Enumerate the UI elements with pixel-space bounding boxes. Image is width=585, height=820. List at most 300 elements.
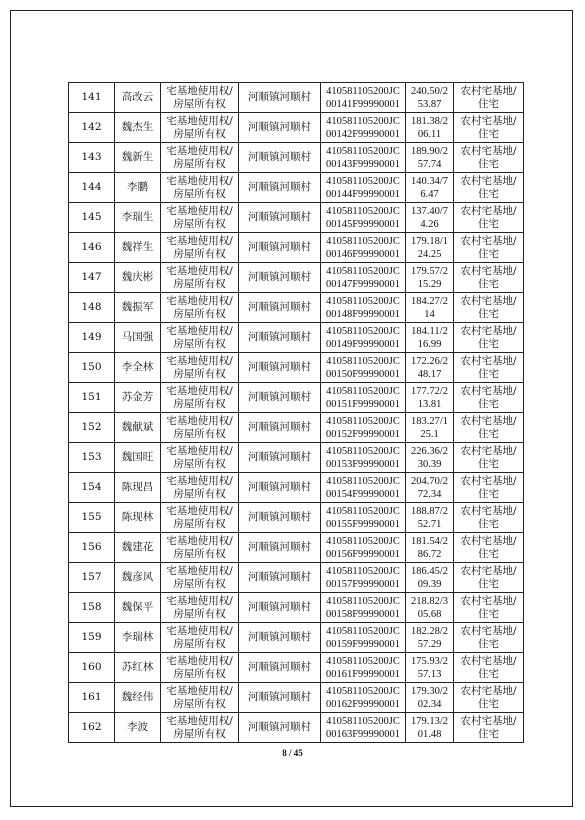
area-line-1: 177.72/2 xyxy=(410,385,449,397)
area-line-1: 182.28/2 xyxy=(410,625,449,637)
right-type-line-1: 宅基地使用权/ xyxy=(166,144,233,157)
unit-code-line-2: 00148F99990001 xyxy=(325,308,401,320)
owner-name-cell: 李波 xyxy=(115,713,161,743)
right-type-cell xyxy=(161,263,239,293)
land-use-line-1: 农村宅基地/ xyxy=(460,294,517,307)
owner-name-cell: 魏振军 xyxy=(115,293,161,323)
table-row xyxy=(69,113,524,143)
land-use-line-2: 住宅 xyxy=(478,667,499,680)
right-type-cell xyxy=(161,353,239,383)
area-line-1: 179.57/2 xyxy=(410,265,449,277)
unit-code-cell xyxy=(321,623,406,653)
unit-code-line-1: 410581105200JC xyxy=(326,145,400,157)
row-number-cell: 152 xyxy=(69,413,115,443)
unit-code-cell xyxy=(321,413,406,443)
right-type-line-2: 房屋所有权 xyxy=(173,247,226,260)
right-type-line-2: 房屋所有权 xyxy=(173,217,226,230)
right-type-cell xyxy=(161,473,239,503)
right-type-line-1: 宅基地使用权/ xyxy=(166,294,233,307)
land-use-line-1: 农村宅基地/ xyxy=(460,654,517,667)
area-line-1: 218.82/3 xyxy=(410,595,449,607)
area-line-2: 48.17 xyxy=(417,368,442,380)
right-type-cell xyxy=(161,233,239,263)
area-line-2: 57.29 xyxy=(417,638,442,650)
right-type-cell xyxy=(161,593,239,623)
right-type-cell xyxy=(161,653,239,683)
table-row xyxy=(69,353,524,383)
unit-code-line-1: 410581105200JC xyxy=(326,475,400,487)
right-type-line-1: 宅基地使用权/ xyxy=(166,624,233,637)
area-line-2: 24.25 xyxy=(417,248,442,260)
land-use-line-2: 住宅 xyxy=(478,97,499,110)
unit-code-cell xyxy=(321,503,406,533)
unit-code-line-2: 00156F99990001 xyxy=(325,548,401,560)
area-line-1: 204.70/2 xyxy=(410,475,449,487)
area-line-1: 181.38/2 xyxy=(410,115,449,127)
area-line-1: 181.54/2 xyxy=(410,535,449,547)
right-type-line-1: 宅基地使用权/ xyxy=(166,264,233,277)
location-cell: 河顺镇河顺村 xyxy=(239,473,321,503)
unit-code-line-2: 00153F99990001 xyxy=(325,458,401,470)
row-number-cell: 141 xyxy=(69,83,115,113)
right-type-cell xyxy=(161,413,239,443)
area-line-2: 30.39 xyxy=(417,458,442,470)
unit-code-line-2: 00150F99990001 xyxy=(325,368,401,380)
area-cell xyxy=(406,653,454,683)
right-type-line-2: 房屋所有权 xyxy=(173,277,226,290)
owner-name-cell: 李鹏 xyxy=(115,173,161,203)
row-number-cell: 151 xyxy=(69,383,115,413)
row-number-cell: 162 xyxy=(69,713,115,743)
unit-code-line-1: 410581105200JC xyxy=(326,385,400,397)
land-use-cell xyxy=(454,203,524,233)
area-line-2: 57.13 xyxy=(417,668,442,680)
table-row xyxy=(69,293,524,323)
registry-table-body xyxy=(69,83,524,743)
area-line-1: 172.26/2 xyxy=(410,355,449,367)
right-type-line-1: 宅基地使用权/ xyxy=(166,564,233,577)
owner-name-cell: 魏保平 xyxy=(115,593,161,623)
right-type-line-2: 房屋所有权 xyxy=(173,307,226,320)
land-use-line-2: 住宅 xyxy=(478,487,499,500)
unit-code-line-1: 410581105200JC xyxy=(326,325,400,337)
unit-code-line-2: 00163F99990001 xyxy=(325,728,401,740)
right-type-line-2: 房屋所有权 xyxy=(173,697,226,710)
land-use-line-2: 住宅 xyxy=(478,337,499,350)
unit-code-line-2: 00141F99990001 xyxy=(325,98,401,110)
area-line-2: 01.48 xyxy=(417,728,442,740)
land-use-cell xyxy=(454,653,524,683)
area-line-2: 72.34 xyxy=(417,488,442,500)
area-line-1: 179.13/2 xyxy=(410,715,449,727)
table-row xyxy=(69,683,524,713)
area-cell xyxy=(406,383,454,413)
land-use-cell xyxy=(454,443,524,473)
right-type-cell xyxy=(161,563,239,593)
right-type-line-1: 宅基地使用权/ xyxy=(166,114,233,127)
land-use-line-1: 农村宅基地/ xyxy=(460,234,517,247)
row-number-cell: 142 xyxy=(69,113,115,143)
right-type-line-1: 宅基地使用权/ xyxy=(166,474,233,487)
land-use-line-1: 农村宅基地/ xyxy=(460,144,517,157)
land-use-line-2: 住宅 xyxy=(478,547,499,560)
right-type-cell xyxy=(161,203,239,233)
land-use-line-1: 农村宅基地/ xyxy=(460,624,517,637)
row-number-cell: 148 xyxy=(69,293,115,323)
row-number-cell: 143 xyxy=(69,143,115,173)
area-cell xyxy=(406,263,454,293)
right-type-line-2: 房屋所有权 xyxy=(173,157,226,170)
right-type-line-2: 房屋所有权 xyxy=(173,547,226,560)
table-row xyxy=(69,623,524,653)
unit-code-line-1: 410581105200JC xyxy=(326,415,400,427)
right-type-line-2: 房屋所有权 xyxy=(173,367,226,380)
right-type-line-1: 宅基地使用权/ xyxy=(166,444,233,457)
right-type-line-2: 房屋所有权 xyxy=(173,427,226,440)
owner-name-cell: 马国强 xyxy=(115,323,161,353)
land-use-line-2: 住宅 xyxy=(478,427,499,440)
land-use-line-1: 农村宅基地/ xyxy=(460,594,517,607)
location-cell: 河顺镇河顺村 xyxy=(239,83,321,113)
unit-code-line-1: 410581105200JC xyxy=(326,205,400,217)
table-row xyxy=(69,533,524,563)
right-type-cell xyxy=(161,323,239,353)
unit-code-line-2: 00162F99990001 xyxy=(325,698,401,710)
table-row xyxy=(69,413,524,443)
owner-name-cell: 苏红林 xyxy=(115,653,161,683)
owner-name-cell: 魏经伟 xyxy=(115,683,161,713)
area-line-2: 13.81 xyxy=(417,398,442,410)
area-line-2: 06.11 xyxy=(417,128,442,140)
right-type-cell xyxy=(161,443,239,473)
location-cell: 河顺镇河顺村 xyxy=(239,233,321,263)
land-use-line-2: 住宅 xyxy=(478,307,499,320)
unit-code-line-1: 410581105200JC xyxy=(326,115,400,127)
page-number: 8 / 45 xyxy=(282,748,303,758)
owner-name-cell: 魏杰生 xyxy=(115,113,161,143)
land-use-line-1: 农村宅基地/ xyxy=(460,84,517,97)
row-number-cell: 144 xyxy=(69,173,115,203)
land-use-line-2: 住宅 xyxy=(478,397,499,410)
table-row xyxy=(69,263,524,293)
right-type-cell xyxy=(161,503,239,533)
land-use-line-1: 农村宅基地/ xyxy=(460,714,517,727)
table-row xyxy=(69,563,524,593)
row-number-cell: 160 xyxy=(69,653,115,683)
area-line-1: 184.27/2 xyxy=(410,295,449,307)
unit-code-cell xyxy=(321,563,406,593)
unit-code-cell xyxy=(321,83,406,113)
area-line-1: 140.34/7 xyxy=(410,175,449,187)
location-cell: 河顺镇河顺村 xyxy=(239,143,321,173)
land-use-cell xyxy=(454,713,524,743)
land-use-line-2: 住宅 xyxy=(478,247,499,260)
table-row xyxy=(69,143,524,173)
area-line-1: 183.27/1 xyxy=(410,415,449,427)
unit-code-line-1: 410581105200JC xyxy=(326,235,400,247)
land-use-line-2: 住宅 xyxy=(478,127,499,140)
owner-name-cell: 魏庆彬 xyxy=(115,263,161,293)
area-cell xyxy=(406,623,454,653)
area-line-2: 6.47 xyxy=(420,188,439,200)
area-line-2: 09.39 xyxy=(417,578,442,590)
land-use-cell xyxy=(454,563,524,593)
right-type-line-2: 房屋所有权 xyxy=(173,97,226,110)
location-cell: 河顺镇河顺村 xyxy=(239,683,321,713)
row-number-cell: 145 xyxy=(69,203,115,233)
unit-code-line-2: 00149F99990001 xyxy=(325,338,401,350)
right-type-line-1: 宅基地使用权/ xyxy=(166,384,233,397)
area-line-2: 14 xyxy=(424,308,435,320)
row-number-cell: 158 xyxy=(69,593,115,623)
area-cell xyxy=(406,293,454,323)
area-cell xyxy=(406,533,454,563)
owner-name-cell: 魏新生 xyxy=(115,143,161,173)
area-cell xyxy=(406,83,454,113)
unit-code-line-2: 00158F99990001 xyxy=(325,608,401,620)
unit-code-cell xyxy=(321,113,406,143)
area-cell xyxy=(406,713,454,743)
area-cell xyxy=(406,683,454,713)
owner-name-cell: 魏彦风 xyxy=(115,563,161,593)
location-cell: 河顺镇河顺村 xyxy=(239,203,321,233)
table-row xyxy=(69,473,524,503)
location-cell: 河顺镇河顺村 xyxy=(239,533,321,563)
land-use-line-2: 住宅 xyxy=(478,157,499,170)
unit-code-line-2: 00144F99990001 xyxy=(325,188,401,200)
area-cell xyxy=(406,143,454,173)
land-use-cell xyxy=(454,233,524,263)
right-type-cell xyxy=(161,683,239,713)
area-cell xyxy=(406,353,454,383)
right-type-cell xyxy=(161,713,239,743)
area-line-1: 179.18/1 xyxy=(410,235,449,247)
right-type-line-2: 房屋所有权 xyxy=(173,397,226,410)
area-cell xyxy=(406,593,454,623)
area-line-2: 57.74 xyxy=(417,158,442,170)
table-row xyxy=(69,713,524,743)
land-use-cell xyxy=(454,623,524,653)
table-row xyxy=(69,503,524,533)
location-cell: 河顺镇河顺村 xyxy=(239,593,321,623)
unit-code-line-2: 00159F99990001 xyxy=(325,638,401,650)
right-type-line-1: 宅基地使用权/ xyxy=(166,204,233,217)
area-cell xyxy=(406,413,454,443)
right-type-cell xyxy=(161,83,239,113)
land-use-line-2: 住宅 xyxy=(478,367,499,380)
location-cell: 河顺镇河顺村 xyxy=(239,503,321,533)
owner-name-cell: 李瑞生 xyxy=(115,203,161,233)
area-line-1: 137.40/7 xyxy=(410,205,449,217)
area-line-2: 53.87 xyxy=(417,98,442,110)
location-cell: 河顺镇河顺村 xyxy=(239,263,321,293)
unit-code-line-1: 410581105200JC xyxy=(326,265,400,277)
area-line-1: 188.87/2 xyxy=(410,505,449,517)
right-type-line-2: 房屋所有权 xyxy=(173,577,226,590)
land-use-line-1: 农村宅基地/ xyxy=(460,444,517,457)
row-number-cell: 157 xyxy=(69,563,115,593)
land-use-line-2: 住宅 xyxy=(478,517,499,530)
owner-name-cell: 高改云 xyxy=(115,83,161,113)
area-cell xyxy=(406,113,454,143)
location-cell: 河顺镇河顺村 xyxy=(239,323,321,353)
land-use-line-1: 农村宅基地/ xyxy=(460,504,517,517)
right-type-cell xyxy=(161,173,239,203)
area-line-1: 186.45/2 xyxy=(410,565,449,577)
table-row xyxy=(69,203,524,233)
right-type-cell xyxy=(161,113,239,143)
unit-code-line-2: 00161F99990001 xyxy=(325,668,401,680)
right-type-line-2: 房屋所有权 xyxy=(173,457,226,470)
land-use-line-1: 农村宅基地/ xyxy=(460,174,517,187)
right-type-line-1: 宅基地使用权/ xyxy=(166,654,233,667)
area-cell xyxy=(406,203,454,233)
area-line-2: 15.29 xyxy=(417,278,442,290)
unit-code-line-2: 00145F99990001 xyxy=(325,218,401,230)
right-type-line-2: 房屋所有权 xyxy=(173,517,226,530)
right-type-cell xyxy=(161,143,239,173)
land-use-line-2: 住宅 xyxy=(478,607,499,620)
unit-code-cell xyxy=(321,143,406,173)
location-cell: 河顺镇河顺村 xyxy=(239,443,321,473)
land-use-cell xyxy=(454,293,524,323)
land-use-cell xyxy=(454,263,524,293)
location-cell: 河顺镇河顺村 xyxy=(239,413,321,443)
unit-code-line-1: 410581105200JC xyxy=(326,595,400,607)
land-use-line-2: 住宅 xyxy=(478,577,499,590)
land-use-cell xyxy=(454,683,524,713)
land-use-line-1: 农村宅基地/ xyxy=(460,474,517,487)
owner-name-cell: 魏献斌 xyxy=(115,413,161,443)
right-type-line-2: 房屋所有权 xyxy=(173,637,226,650)
row-number-cell: 149 xyxy=(69,323,115,353)
table-row xyxy=(69,233,524,263)
table-row xyxy=(69,593,524,623)
owner-name-cell: 魏祥生 xyxy=(115,233,161,263)
unit-code-cell xyxy=(321,383,406,413)
unit-code-line-1: 410581105200JC xyxy=(326,295,400,307)
location-cell: 河顺镇河顺村 xyxy=(239,653,321,683)
unit-code-line-1: 410581105200JC xyxy=(326,535,400,547)
table-row xyxy=(69,443,524,473)
land-use-line-1: 农村宅基地/ xyxy=(460,414,517,427)
land-use-cell xyxy=(454,413,524,443)
location-cell: 河顺镇河顺村 xyxy=(239,293,321,323)
area-cell xyxy=(406,233,454,263)
area-line-2: 52.71 xyxy=(417,518,442,530)
land-use-cell xyxy=(454,173,524,203)
unit-code-line-1: 410581105200JC xyxy=(326,565,400,577)
row-number-cell: 147 xyxy=(69,263,115,293)
right-type-line-1: 宅基地使用权/ xyxy=(166,324,233,337)
owner-name-cell: 苏金芳 xyxy=(115,383,161,413)
land-use-line-1: 农村宅基地/ xyxy=(460,534,517,547)
land-use-cell xyxy=(454,353,524,383)
right-type-line-1: 宅基地使用权/ xyxy=(166,414,233,427)
unit-code-cell xyxy=(321,353,406,383)
right-type-line-1: 宅基地使用权/ xyxy=(166,84,233,97)
area-line-2: 16.99 xyxy=(417,338,442,350)
unit-code-line-1: 410581105200JC xyxy=(326,715,400,727)
land-use-line-2: 住宅 xyxy=(478,217,499,230)
registry-table xyxy=(68,82,524,743)
unit-code-cell xyxy=(321,293,406,323)
land-use-cell xyxy=(454,323,524,353)
land-use-line-2: 住宅 xyxy=(478,187,499,200)
unit-code-line-1: 410581105200JC xyxy=(326,655,400,667)
unit-code-line-1: 410581105200JC xyxy=(326,625,400,637)
unit-code-cell xyxy=(321,323,406,353)
row-number-cell: 155 xyxy=(69,503,115,533)
land-use-cell xyxy=(454,473,524,503)
location-cell: 河顺镇河顺村 xyxy=(239,113,321,143)
area-cell xyxy=(406,563,454,593)
land-use-cell xyxy=(454,83,524,113)
right-type-line-2: 房屋所有权 xyxy=(173,127,226,140)
right-type-line-1: 宅基地使用权/ xyxy=(166,234,233,247)
unit-code-line-1: 410581105200JC xyxy=(326,445,400,457)
unit-code-line-2: 00146F99990001 xyxy=(325,248,401,260)
unit-code-line-2: 00154F99990001 xyxy=(325,488,401,500)
table-row xyxy=(69,653,524,683)
right-type-cell xyxy=(161,623,239,653)
right-type-line-2: 房屋所有权 xyxy=(173,607,226,620)
land-use-cell xyxy=(454,503,524,533)
right-type-line-1: 宅基地使用权/ xyxy=(166,594,233,607)
area-line-2: 05.68 xyxy=(417,608,442,620)
owner-name-cell: 李全林 xyxy=(115,353,161,383)
unit-code-line-2: 00155F99990001 xyxy=(325,518,401,530)
area-cell xyxy=(406,443,454,473)
right-type-cell xyxy=(161,293,239,323)
right-type-line-2: 房屋所有权 xyxy=(173,667,226,680)
unit-code-line-1: 410581105200JC xyxy=(326,175,400,187)
row-number-cell: 146 xyxy=(69,233,115,263)
unit-code-cell xyxy=(321,683,406,713)
table-row xyxy=(69,323,524,353)
land-use-line-1: 农村宅基地/ xyxy=(460,204,517,217)
land-use-line-2: 住宅 xyxy=(478,727,499,740)
area-cell xyxy=(406,473,454,503)
unit-code-line-2: 00152F99990001 xyxy=(325,428,401,440)
unit-code-line-1: 410581105200JC xyxy=(326,355,400,367)
right-type-line-1: 宅基地使用权/ xyxy=(166,504,233,517)
location-cell: 河顺镇河顺村 xyxy=(239,623,321,653)
row-number-cell: 156 xyxy=(69,533,115,563)
owner-name-cell: 陈现昌 xyxy=(115,473,161,503)
unit-code-line-1: 410581105200JC xyxy=(326,505,400,517)
row-number-cell: 161 xyxy=(69,683,115,713)
area-line-1: 189.90/2 xyxy=(410,145,449,157)
unit-code-cell xyxy=(321,533,406,563)
area-line-2: 86.72 xyxy=(417,548,442,560)
right-type-line-1: 宅基地使用权/ xyxy=(166,534,233,547)
owner-name-cell: 陈现林 xyxy=(115,503,161,533)
area-line-2: 25.1 xyxy=(420,428,439,440)
location-cell: 河顺镇河顺村 xyxy=(239,383,321,413)
area-cell xyxy=(406,323,454,353)
area-line-2: 4.26 xyxy=(420,218,439,230)
right-type-line-2: 房屋所有权 xyxy=(173,337,226,350)
table-row xyxy=(69,383,524,413)
unit-code-cell xyxy=(321,233,406,263)
right-type-line-1: 宅基地使用权/ xyxy=(166,684,233,697)
owner-name-cell: 李瑞林 xyxy=(115,623,161,653)
unit-code-cell xyxy=(321,203,406,233)
area-line-2: 02.34 xyxy=(417,698,442,710)
right-type-line-1: 宅基地使用权/ xyxy=(166,354,233,367)
location-cell: 河顺镇河顺村 xyxy=(239,713,321,743)
